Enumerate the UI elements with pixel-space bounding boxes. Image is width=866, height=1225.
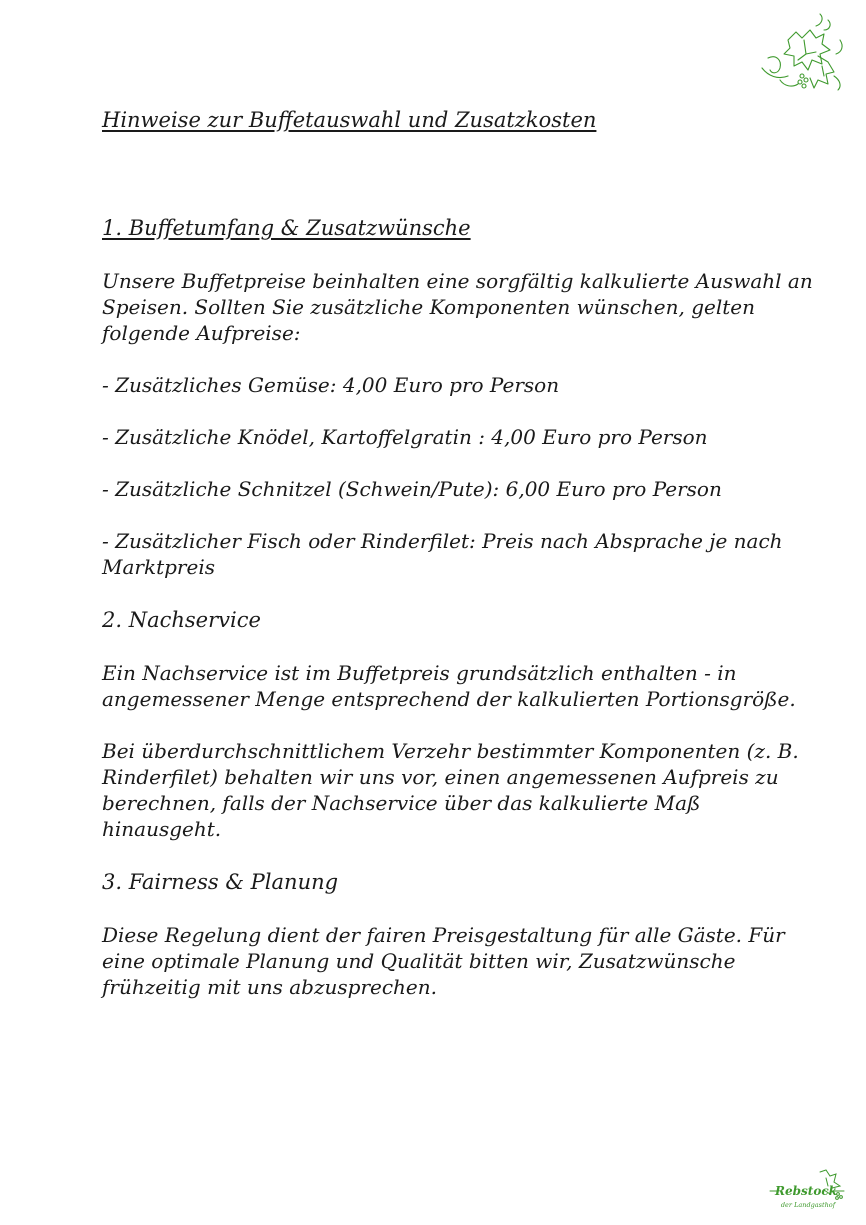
logo-tagline: der Landgasthof <box>780 1201 836 1209</box>
section-2-paragraph-1: Ein Nachservice ist im Buffetpreis grundsätzlich enthalten - in angemessener Menge entsprechend der kalkulierten Portionsgröße. <box>102 661 796 711</box>
section-3-heading: 3. Fairness & Planung <box>102 870 339 894</box>
rebstock-logo-icon <box>768 1168 848 1212</box>
section-1-intro: Unsere Buffetpreise beinhalten eine sorgfältig kalkulierte Auswahl an Speisen. Sollten Sie zusätzliche Komponenten wünschen, gelten folgende Aufpreise: <box>102 269 813 345</box>
section-1-heading: 1. Buffetumfang & Zusatzwünsche <box>102 216 471 240</box>
section-3-paragraph: Diese Regelung dient der fairen Preisgestaltung für alle Gäste. Für eine optimale Planung und Qualität bitten wir, Zusatzwünsche frühzeitig mit uns abzusprechen. <box>102 923 785 999</box>
surcharge-item-fish-beef: - Zusätzlicher Fisch oder Rinderfilet: Preis nach Absprache je nach Marktpreis <box>102 529 783 579</box>
section-2-paragraph-2: Bei überdurchschnittlichem Verzehr bestimmter Komponenten (z. B. Rinderfilet) behalten wir uns vor, einen angemessenen Aufpreis zu berechnen, falls der Nachservice über das kalkulierte Maß hinausgeht. <box>102 739 799 841</box>
section-2-heading: 2. Nachservice <box>102 608 261 632</box>
surcharge-item-dumplings: - Zusätzliche Knödel, Kartoffelgratin : 4,00 Euro pro Person <box>102 425 708 449</box>
surcharge-item-schnitzel: - Zusätzliche Schnitzel (Schwein/Pute): 6,00 Euro pro Person <box>102 477 722 501</box>
surcharge-item-vegetables: - Zusätzliches Gemüse: 4,00 Euro pro Person <box>102 373 560 397</box>
page-title: Hinweise zur Buffetauswahl und Zusatzkosten <box>102 108 597 132</box>
document-body <box>102 104 822 1000</box>
grapevine-logo-icon <box>758 10 848 96</box>
logo-name: Rebstock <box>775 1184 837 1198</box>
